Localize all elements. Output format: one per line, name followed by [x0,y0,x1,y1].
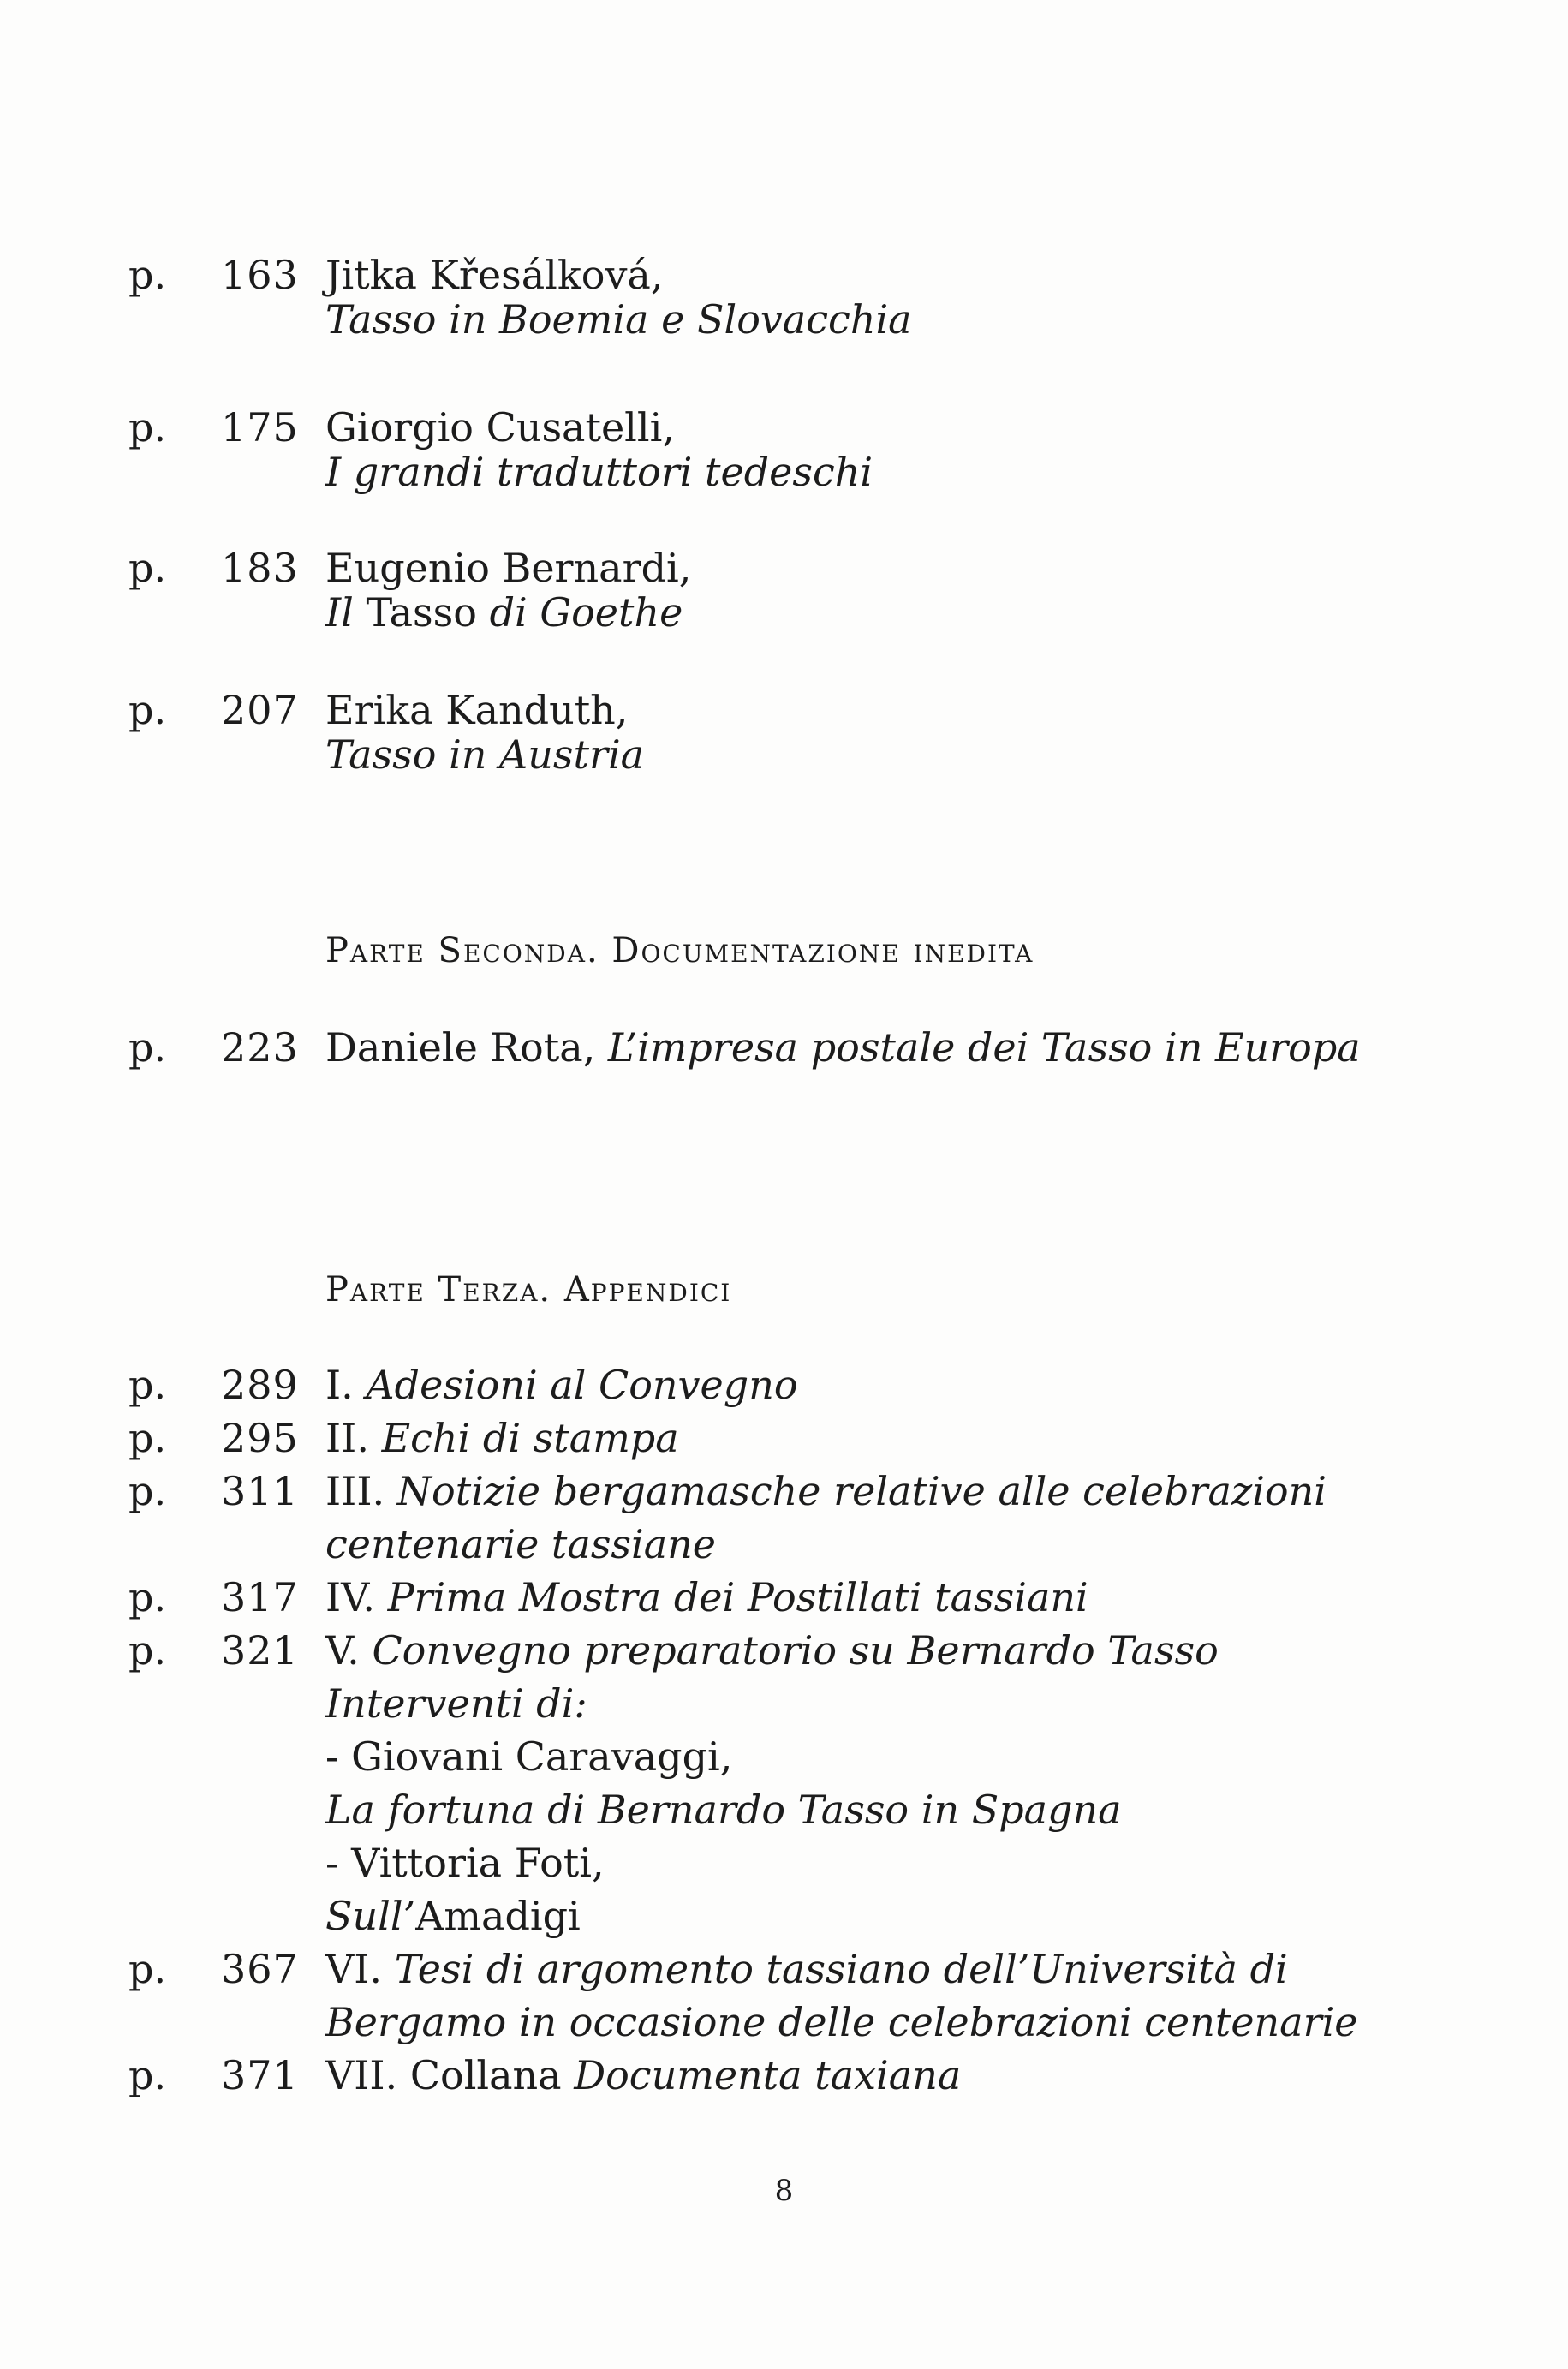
appendix-numeral: I. [325,1362,354,1408]
page-number: 163 [221,252,299,298]
appendix-numeral: III. [325,1468,385,1514]
entry-title: I grandi traduttori tedeschi [325,449,873,495]
appendix-numeral: II. [325,1415,369,1461]
entry-title: Tasso in Austria [325,731,645,778]
page-prefix: p. [128,1627,167,1674]
page-number: 371 [221,2052,299,2098]
entry-author: Erika Kanduth, [325,687,629,733]
page-prefix: p. [128,545,167,591]
entry-author: Giorgio Cusatelli, [325,404,675,451]
entry-title-continued: Bergamo in occasione delle celebrazioni centenarie [325,1999,1358,2045]
interventions-heading: Interventi di: [325,1680,587,1727]
appendix-numeral: VI. [325,1946,383,1992]
page-prefix: p. [128,404,167,451]
entry-text [325,2049,961,2102]
page-number: 295 [221,1415,299,1461]
contribution-author: - Vittoria Foti, [325,1840,605,1886]
entry-prefix-text: Collana [409,2052,575,2098]
entry-title: Convegno preparatorio su Bernardo Tasso [372,1627,1219,1674]
section-heading-part2: Parte Seconda. Documentazione inedita [325,931,1034,970]
page-prefix: p. [128,2052,167,2098]
page-number: 207 [221,687,299,733]
page-number: 175 [221,404,299,451]
title-italic-part: Il [325,589,354,636]
page-number: 321 [221,1627,299,1674]
entry-text [325,1411,679,1465]
title-roman-part: Tasso [353,589,490,636]
appendix-numeral: IV. [325,1574,375,1620]
page-number: 223 [221,1024,299,1071]
entry-text [325,1358,798,1411]
entry-title: Tesi di argomento tassiano dell’Università di [394,1946,1288,1992]
entry-author: Eugenio Bernardi, [325,545,692,591]
page-folio: 8 [774,2174,794,2208]
entry-author: Daniele Rota, [325,1024,596,1071]
appendix-numeral: V. [325,1627,360,1674]
contribution-title [325,1889,581,1942]
title-italic-part: Sull’ [325,1893,416,1939]
title-roman-part: Amadigi [415,1893,581,1939]
page-number: 289 [221,1362,299,1408]
entry-title: Echi di stampa [381,1415,679,1461]
entry-title: Documenta taxiana [574,2052,962,2098]
page-prefix: p. [128,1362,167,1408]
page-prefix: p. [128,1468,167,1514]
entry-title: Tasso in Boemia e Slovacchia [325,296,912,343]
contribution-title: La fortuna di Bernardo Tasso in Spagna [325,1787,1122,1833]
entry-text [325,1465,1327,1518]
page-number: 317 [221,1574,299,1620]
appendix-numeral: VII. [325,2052,398,2098]
entry-title: Prima Mostra dei Postillati tassiani [387,1574,1088,1620]
entry-author: Jitka Křesálková, [325,252,664,298]
entry-title: L’impresa postale dei Tasso in Europa [607,1024,1361,1071]
page-prefix: p. [128,1024,167,1071]
section-heading-part3: Parte Terza. Appendici [325,1270,732,1310]
contribution-author: - Giovani Caravaggi, [325,1733,733,1780]
entry-title: Adesioni al Convegno [366,1362,798,1408]
page-prefix: p. [128,1415,167,1461]
entry-title-continued: centenarie tassiane [325,1521,717,1567]
title-italic-part: di Goethe [489,589,683,636]
page-prefix: p. [128,687,167,733]
entry-text [325,1942,1288,1996]
page-number: 311 [221,1468,299,1514]
entry-title: Notizie bergamasche relative alle celebrazioni [396,1468,1327,1514]
page-prefix: p. [128,1574,167,1620]
entry-text [325,1571,1088,1624]
page-prefix: p. [128,1946,167,1992]
entry-text [325,1021,1361,1074]
page-number: 183 [221,545,299,591]
entry-title [325,586,683,639]
page-number: 367 [221,1946,299,1992]
entry-text [325,1624,1219,1677]
page-prefix: p. [128,252,167,298]
